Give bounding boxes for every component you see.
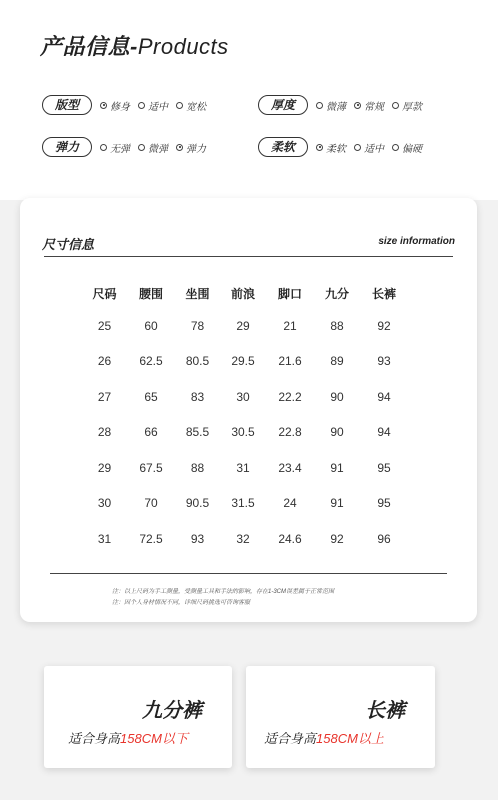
table-cell: 95 [377, 496, 391, 511]
table-cell: 21.6 [278, 354, 302, 369]
table-cell: 91 [330, 496, 344, 511]
product-info-section [0, 0, 498, 200]
table-cell: 31 [236, 460, 250, 475]
attr-label-stretch: 弹力 [42, 137, 92, 157]
size-info-subtitle: size information [378, 236, 455, 247]
table-row [82, 344, 408, 380]
product-card-long-pants [246, 666, 435, 768]
table-cell: 30.5 [231, 425, 255, 440]
table-cell: 26 [97, 354, 112, 369]
option-softness-soft[interactable] [316, 140, 346, 155]
option-text: 修身 [110, 101, 130, 113]
divider-bottom [50, 573, 447, 574]
radio-selected-icon [100, 102, 107, 109]
table-cell: 94 [377, 425, 391, 440]
table-cell: 70 [144, 496, 158, 511]
option-softness-medium[interactable] [354, 140, 384, 155]
radio-icon [392, 102, 399, 109]
table-cell: 65 [144, 389, 158, 404]
table-cell: 66 [144, 425, 158, 440]
option-text: 弹力 [186, 143, 206, 155]
table-cell: 88 [190, 460, 205, 475]
header-waist: 腰围 [138, 286, 163, 301]
table-header-row [82, 278, 408, 308]
attr-label-fit: 版型 [42, 95, 92, 115]
page-title [40, 30, 229, 61]
size-info-title: 尺寸信息 [42, 237, 95, 252]
option-stretch-elastic[interactable] [176, 140, 206, 155]
table-row [82, 415, 408, 451]
option-stretch-slight[interactable] [138, 140, 168, 155]
radio-icon [100, 144, 107, 151]
attr-row-thickness [258, 95, 422, 115]
size-info-card [20, 198, 477, 622]
desc-highlight: 158CM以下 [120, 731, 188, 746]
table-row [82, 521, 408, 557]
radio-icon [392, 144, 399, 151]
table-cell: 72.5 [139, 531, 163, 546]
table-cell: 29.5 [231, 354, 255, 369]
product-name: 九分裤 [142, 700, 202, 722]
table-cell: 24 [283, 496, 297, 511]
option-text: 柔软 [326, 143, 346, 155]
divider-top [44, 256, 453, 257]
table-cell: 85.5 [185, 425, 210, 440]
option-stretch-none[interactable] [100, 140, 130, 155]
product-desc [68, 728, 188, 747]
table-cell: 30 [97, 496, 112, 511]
option-thickness-normal[interactable] [354, 98, 384, 113]
radio-selected-icon [316, 144, 323, 151]
table-cell: 60 [144, 318, 158, 333]
desc-prefix: 适合身高 [264, 731, 317, 746]
table-cell: 93 [190, 531, 205, 546]
table-row [82, 450, 408, 486]
option-text: 无弹 [110, 143, 130, 155]
table-cell: 22.8 [278, 425, 302, 440]
table-cell: 29 [97, 460, 112, 475]
option-softness-stiff[interactable] [392, 140, 422, 155]
radio-icon [176, 102, 183, 109]
table-cell: 24.6 [278, 531, 302, 546]
table-cell: 21 [283, 318, 297, 333]
option-thickness-thick[interactable] [392, 98, 422, 113]
attr-label-softness: 柔软 [258, 137, 308, 157]
table-cell: 94 [377, 389, 391, 404]
table-cell: 83 [190, 389, 205, 404]
table-cell: 23.4 [278, 460, 302, 475]
table-cell: 78 [190, 318, 205, 333]
table-cell: 62.5 [139, 354, 163, 369]
header-leg-opening: 脚口 [277, 286, 302, 301]
table-cell: 96 [377, 531, 391, 546]
option-text: 宽松 [186, 101, 206, 113]
attr-row-fit [42, 95, 206, 115]
table-row [82, 379, 408, 415]
title-separator: - [130, 34, 138, 59]
radio-icon [316, 102, 323, 109]
option-fit-regular[interactable] [138, 98, 168, 113]
radio-icon [354, 144, 361, 151]
product-card-ankle-pants [44, 666, 232, 768]
header-ankle-length: 九分 [324, 286, 349, 301]
table-cell: 90 [330, 425, 344, 440]
table-cell: 67.5 [139, 460, 163, 475]
product-desc [264, 728, 384, 747]
table-cell: 93 [377, 354, 391, 369]
table-cell: 22.2 [278, 389, 302, 404]
table-cell: 31.5 [231, 496, 255, 511]
table-row [82, 486, 408, 522]
option-text: 适中 [364, 143, 384, 155]
table-cell: 88 [330, 318, 344, 333]
radio-selected-icon [176, 144, 183, 151]
option-text: 常规 [364, 101, 384, 113]
table-cell: 90.5 [185, 496, 210, 511]
header-full-length: 长裤 [371, 286, 396, 301]
consult-note: 注：因个人身材情况不同，详细尺码挑选可咨询客服 [112, 600, 251, 606]
radio-icon [138, 102, 145, 109]
header-front-rise: 前浪 [230, 286, 255, 301]
table-cell: 90 [330, 389, 344, 404]
option-text: 偏硬 [402, 143, 422, 155]
table-cell: 92 [330, 531, 344, 546]
table-cell: 29 [236, 318, 250, 333]
table-cell: 89 [330, 354, 344, 369]
header-hip: 坐围 [185, 286, 210, 301]
table-cell: 25 [97, 318, 112, 333]
table-cell: 92 [377, 318, 391, 333]
attr-label-thickness: 厚度 [258, 95, 308, 115]
attr-row-softness [258, 137, 422, 157]
table-cell: 28 [97, 425, 112, 440]
size-table [82, 278, 408, 557]
option-text: 适中 [148, 101, 168, 113]
radio-icon [138, 144, 145, 151]
option-text: 微弹 [148, 143, 168, 155]
product-name: 长裤 [365, 700, 405, 722]
option-thickness-thin[interactable] [316, 98, 346, 113]
table-cell: 27 [97, 389, 112, 404]
desc-prefix: 适合身高 [68, 731, 121, 746]
option-text: 微薄 [326, 101, 346, 113]
title-cn: 产品信息 [40, 34, 131, 59]
measurement-note: 注：以上尺码为手工测量，受测量工具和手法的影响，存在1-3CM误差属于正常范围 [112, 589, 335, 595]
desc-highlight: 158CM以上 [316, 731, 384, 746]
radio-selected-icon [354, 102, 361, 109]
header-size: 尺码 [92, 286, 117, 301]
title-en: Products [137, 34, 229, 59]
option-fit-loose[interactable] [176, 98, 206, 113]
attr-row-stretch [42, 137, 206, 157]
table-cell: 91 [330, 460, 344, 475]
table-row [82, 308, 408, 344]
option-fit-slim[interactable] [100, 98, 130, 113]
option-text: 厚款 [402, 101, 422, 113]
table-cell: 32 [236, 531, 250, 546]
table-cell: 95 [377, 460, 391, 475]
table-cell: 80.5 [185, 354, 210, 369]
table-cell: 30 [236, 389, 250, 404]
table-cell: 31 [97, 531, 112, 546]
